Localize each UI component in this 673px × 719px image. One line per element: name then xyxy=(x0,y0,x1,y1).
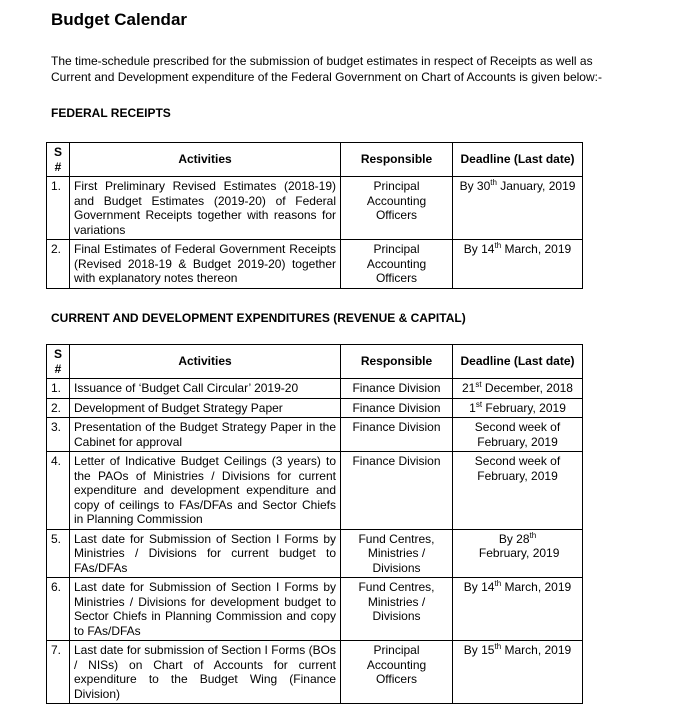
responsible-cell: Finance Division xyxy=(341,452,453,530)
deadline-cell xyxy=(453,177,583,240)
federal-receipts-table xyxy=(46,142,583,289)
responsible-cell: Principal Accounting Officers xyxy=(341,177,453,240)
row-number: 1. xyxy=(47,177,70,240)
deadline-text: 21 xyxy=(462,381,476,395)
column-header-deadline: Deadline (Last date) xyxy=(453,345,583,379)
deadline-text: By 14 xyxy=(463,580,495,594)
table-row xyxy=(47,452,583,530)
responsible-cell: Finance Division xyxy=(341,418,453,452)
deadline-text: By 30 xyxy=(459,179,491,193)
table-row xyxy=(47,177,583,240)
row-number: 4. xyxy=(47,452,70,530)
intro-paragraph: The time-schedule prescribed for the submission of budget estimates in respect of Receipts as well as Current and Development expenditure of the Federal Government on Chart of Accounts is given below:- xyxy=(51,54,602,84)
deadline-cell xyxy=(453,398,583,418)
table-row xyxy=(47,418,583,452)
table-header-row xyxy=(47,345,583,379)
section-heading-expenditures: CURRENT AND DEVELOPMENT EXPENDITURES (REVENUE & CAPITAL) xyxy=(51,311,466,325)
table-row xyxy=(47,379,583,399)
deadline-text-suffix: December, 2018 xyxy=(481,381,573,395)
deadline-cell xyxy=(453,578,583,641)
deadline-cell xyxy=(453,379,583,399)
row-number: 2. xyxy=(47,398,70,418)
ordinal-suffix: th xyxy=(529,530,537,540)
row-number: 3. xyxy=(47,418,70,452)
row-number: 5. xyxy=(47,529,70,578)
ordinal-suffix: th xyxy=(494,241,502,250)
column-header-responsible: Responsible xyxy=(341,143,453,177)
column-header-responsible: Responsible xyxy=(341,345,453,379)
ordinal-suffix: th xyxy=(490,178,497,187)
activity-cell: Presentation of the Budget Strategy Paper in the Cabinet for approval xyxy=(70,418,341,452)
table-row xyxy=(47,641,583,704)
deadline-text-suffix: March, 2019 xyxy=(501,580,572,594)
page-title: Budget Calendar xyxy=(51,10,188,29)
deadline-text: By 15 xyxy=(463,643,495,657)
ordinal-suffix: st xyxy=(475,399,483,409)
row-number: 1. xyxy=(47,379,70,399)
column-header-deadline: Deadline (Last date) xyxy=(453,143,583,177)
responsible-cell: Fund Centres, Ministries / Divisions xyxy=(341,529,453,578)
section-heading-federal-receipts: FEDERAL RECEIPTS xyxy=(51,106,171,120)
row-number: 2. xyxy=(47,240,70,289)
activity-cell: First Preliminary Revised Estimates (2018-19) and Budget Estimates (2019-20) of Federal Government Receipts together with reasons for variations xyxy=(70,177,341,240)
table-row xyxy=(47,398,583,418)
ordinal-suffix: th xyxy=(494,579,502,588)
row-number: 7. xyxy=(47,641,70,704)
deadline-text: Second week of February, 2019 xyxy=(474,420,561,449)
column-header-activities: Activities xyxy=(70,143,341,177)
deadline-text-suffix: March, 2019 xyxy=(501,242,572,256)
deadline-text: Second week of February, 2019 xyxy=(474,454,561,483)
table-header-row xyxy=(47,143,583,177)
ordinal-suffix: th xyxy=(494,642,502,651)
responsible-cell: Fund Centres, Ministries / Divisions xyxy=(341,578,453,641)
deadline-text-suffix: February, 2019 xyxy=(475,546,560,560)
deadline-cell xyxy=(453,452,583,530)
responsible-cell: Principal Accounting Officers xyxy=(341,240,453,289)
deadline-text-suffix: February, 2019 xyxy=(482,400,566,415)
deadline-cell xyxy=(453,529,583,578)
responsible-cell: Principal Accounting Officers xyxy=(341,641,453,704)
deadline-text: 1 xyxy=(469,400,476,415)
table-row xyxy=(47,529,583,578)
row-number: 6. xyxy=(47,578,70,641)
activity-cell: Last date for Submission of Section I Forms by Ministries / Divisions for current budget to FAs/DFAs xyxy=(70,529,341,578)
table-row xyxy=(47,240,583,289)
deadline-cell xyxy=(453,418,583,452)
deadline-text: By 14 xyxy=(463,242,495,256)
deadline-cell xyxy=(453,240,583,289)
table-row xyxy=(47,578,583,641)
column-header-sn: S # xyxy=(47,143,70,177)
activity-cell: Last date for Submission of Section I Forms by Ministries / Divisions for development budget to Sector Chiefs in Planning Commission and copy to FAs/DFAs xyxy=(70,578,341,641)
deadline-text: By 28 xyxy=(498,531,530,546)
activity-cell: Final Estimates of Federal Government Receipts (Revised 2018-19 & Budget 2019-20) together with explanatory notes thereon xyxy=(70,240,341,289)
activity-cell: Issuance of ‘Budget Call Circular’ 2019-20 xyxy=(70,379,341,399)
deadline-text-suffix: January, 2019 xyxy=(496,179,576,193)
deadline-text-suffix: March, 2019 xyxy=(501,643,572,657)
column-header-activities: Activities xyxy=(70,345,341,379)
activity-cell: Development of Budget Strategy Paper xyxy=(70,398,341,418)
ordinal-suffix: st xyxy=(475,380,482,389)
responsible-cell: Finance Division xyxy=(341,398,453,418)
expenditures-table xyxy=(46,344,583,704)
responsible-cell: Finance Division xyxy=(341,379,453,399)
column-header-sn: S # xyxy=(47,345,70,379)
activity-cell: Letter of Indicative Budget Ceilings (3 years) to the PAOs of Ministries / Divisions for current expenditure and development expenditure and copy of ceilings to FAs/DFAs and Sector Chiefs in Planning Commission xyxy=(70,452,341,530)
deadline-cell xyxy=(453,641,583,704)
activity-cell: Last date for submission of Section I Forms (BOs / NISs) on Chart of Accounts for current expenditure to the Budget Wing (Finance Division) xyxy=(70,641,341,704)
